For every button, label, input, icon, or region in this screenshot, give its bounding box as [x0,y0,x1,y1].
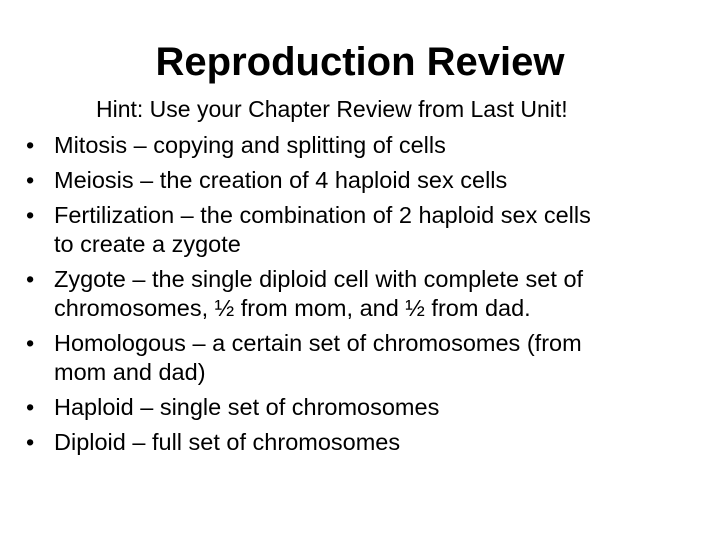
bullet-item-diploid [24,428,704,457]
bullet-dot-icon: • [26,330,35,356]
bullet-line: Diploid – full set of chromosomes [54,429,401,455]
bullet-line: Mitosis – copying and splitting of cells [54,132,446,158]
bullet-dot-icon: • [26,202,35,228]
bullet-line: Meiosis – the creation of 4 haploid sex cells [54,167,508,193]
bullet-item-zygote [24,265,704,323]
bullet-line: Fertilization – the combination of 2 haploid sex cells [54,202,591,228]
bullet-dot-icon: • [26,167,35,193]
bullet-dot-icon: • [26,132,35,158]
bullet-line: chromosomes, ½ from mom, and ½ from dad. [54,295,531,321]
slide-title: Reproduction Review [155,40,565,84]
bullet-item-homologous [24,329,704,387]
bullet-line: Homologous – a certain set of chromosomes (from [54,330,582,356]
bullet-line: mom and dad) [54,359,206,385]
bullet-dot-icon: • [26,394,35,420]
bullet-item-mitosis [24,131,704,160]
bullet-list [24,131,704,463]
bullet-item-meiosis [24,166,704,195]
bullet-item-haploid [24,393,704,422]
bullet-dot-icon: • [26,429,35,455]
bullet-line: Haploid – single set of chromosomes [54,394,440,420]
bullet-dot-icon: • [26,266,35,292]
bullet-line: Zygote – the single diploid cell with complete set of [54,266,584,292]
hint-text: Hint: Use your Chapter Review from Last Unit! [96,96,568,122]
bullet-item-fertilization [24,201,704,259]
bullet-line: to create a zygote [54,231,241,257]
